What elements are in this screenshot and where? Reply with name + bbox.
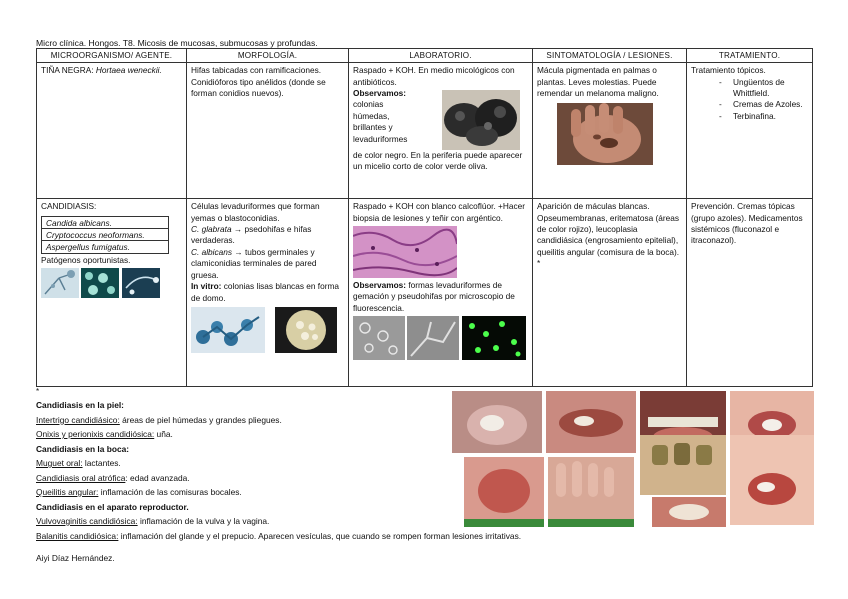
petri-dish-photo [275, 307, 337, 353]
cell-tinea-lab [349, 63, 533, 199]
candida-symptoms-star: * [537, 258, 541, 269]
boca-heading: Candidiasis en la boca: [36, 443, 130, 454]
piel-heading: Candidiasis en la piel: [36, 400, 124, 410]
vulvo-text: inflamación de la vulva y la vagina. [137, 516, 270, 526]
candida-morph-intro: Células levaduriformes que forman yemas o blastoconidias. [191, 201, 320, 223]
species-item: Cryptococcus neoformans. [42, 229, 168, 241]
list-item: - Cremas de Azoles. [719, 99, 808, 110]
candida-lab-obs-label: Observamos: [353, 280, 407, 291]
biopsy-stain-photo [353, 226, 457, 278]
clinical-photo-mosaic [452, 391, 814, 529]
glabrata-text: → psedohifas e hifas verdaderas. [191, 224, 312, 246]
balanitis-term: Balanitis candidiósica: [36, 530, 119, 541]
tinea-treatment-title: Tratamiento tópicos. [691, 65, 766, 76]
queilitis-text: inflamación de las comisuras bocales. [98, 487, 242, 497]
tinea-lab-obs-tail: de color negro. En la periferia puede aparecer un micelio corto de color verde oliva. [353, 150, 523, 172]
tinea-lab-obs-line: levaduriformes [353, 133, 408, 144]
candida-lab-intro: Raspado + KOH con blanco calcoflúor. +Hacer biopsia de lesiones y teñir con argéntico. [353, 201, 526, 223]
table-header-row [37, 49, 813, 63]
atrofica-text: : edad avanzada. [125, 472, 190, 483]
tinea-lab-obs-line: húmedas, [353, 110, 390, 121]
tinea-morph-text: Hifas tabicadas con ramificaciones. Conidióforos tipo anélidos (donde se forman conidios nuevos). [191, 65, 326, 99]
header-laboratorio: LABORATORIO. [349, 49, 533, 63]
albicans-text: → tubos germinales y clamiconidias terminales de pared gruesa. [191, 246, 317, 280]
cell-tinea-treatment [687, 63, 813, 199]
mycosis-table [36, 48, 813, 387]
tinea-lab-obs-line: brillantes y [353, 122, 393, 133]
table-row-candida [37, 199, 813, 387]
page-title: Micro clínica. Hongos. T8. Micosis de mucosas, submucosas y profundas. [36, 38, 318, 48]
tinea-symptoms-text: Mácula pigmentada en palmas o plantas. Leves molestias. Puede remendar un melanoma maligno. [537, 65, 659, 99]
cell-candida-symptoms [533, 199, 687, 387]
intertrigo-term: Intertrigo candidiásico: [36, 414, 120, 425]
candida-pathogens: Patógenos oportunistas. [41, 254, 131, 265]
candida-lab-obs-text: formas levaduriformes de gemación y pseudohifas por microscopio de fluorescencia. [353, 280, 515, 313]
cell-tinea-symptoms [533, 63, 687, 199]
cryptococcus-micrograph [81, 268, 119, 298]
candida-micrograph [122, 268, 160, 298]
tinea-lab-intro: Raspado + KOH. En medio micológicos con antibióticos. [353, 65, 515, 87]
fluorescence-micrograph [462, 316, 526, 360]
table-row-tinea [37, 63, 813, 199]
vitro-text: colonias lisas blancas en forma de domo. [191, 281, 340, 303]
budding-yeast-micrograph [353, 316, 405, 360]
tinea-agent-species: Hortaea weneckii. [95, 65, 162, 76]
onixis-term: Onixis y perionixis candidiósica: [36, 429, 155, 439]
onixis-text: uña. [154, 429, 173, 439]
footnote-star: * [36, 387, 40, 396]
atrofica-term: Candidiasis oral atrófica [36, 472, 126, 483]
list-item: - Terbinafina. [719, 111, 808, 122]
header-tratamiento: TRATAMIENTO. [687, 49, 813, 63]
header-morfologia: MORFOLOGÍA. [187, 49, 349, 63]
header-sintomatologia: SINTOMATOLOGÍA / LESIONES. [533, 49, 687, 63]
cell-candida-treatment [687, 199, 813, 387]
header-agente: MICROORGANISMO/ AGENTE. [37, 49, 187, 63]
cell-candida-agent [37, 199, 187, 387]
pseudohyphae-micrograph [407, 316, 459, 360]
intertrigo-text: áreas de piel húmedas y grandes pliegues. [119, 414, 282, 425]
species-box [41, 216, 169, 254]
balanitis-text: inflamación del glande y el prepucio. Aparecen vesículas, que cuando se rompen forman lesiones irritativas. [118, 530, 522, 541]
candida-agent-label: CANDIDIASIS: [41, 201, 97, 212]
species-item: Aspergellus fumigatus. [46, 241, 130, 252]
muguet-term: Muguet oral: [36, 458, 83, 468]
aspergillus-micrograph [41, 268, 79, 298]
palm-lesion-photo [557, 103, 653, 165]
muguet-text: lactantes. [82, 458, 121, 468]
candida-treatment-text: Prevención. Cremas tópicas (grupo azoles). Medicamentos sistémicos (fluconazol e itraconazol). [691, 201, 803, 246]
cell-tinea-agent [37, 63, 187, 199]
queilitis-term: Queilitis angular: [36, 487, 99, 497]
glabrata-name: C. glabrata [191, 224, 232, 235]
albicans-name: C. albicans [191, 246, 233, 257]
candida-symptoms-text: Aparición de máculas blancas. Opseumembranas, eritematosa (áreas de color rojizo), leucoplasia candidiásica (engrosamiento epitelial), queilitis angular (comisura de la boca). [537, 201, 680, 257]
vitro-label: In vitro: [191, 281, 222, 292]
vulvo-term: Vulvovaginitis candidiósica: [36, 516, 138, 526]
tinea-agent-label: TIÑA NEGRA: [41, 65, 94, 76]
species-item: Candida albicans. [42, 217, 168, 229]
treatment-list [719, 77, 808, 123]
cell-tinea-morph [187, 63, 349, 199]
tinea-lab-obs-label: Observamos: [353, 88, 407, 99]
list-item: - Ungüentos de Whittfield. [719, 77, 808, 100]
germ-tube-micrograph [191, 307, 265, 353]
author: Aiyi Díaz Hernández. [36, 553, 115, 563]
cell-candida-morph [187, 199, 349, 387]
repro-heading: Candidiasis en el aparato reproductor. [36, 501, 189, 512]
cell-candida-lab [349, 199, 533, 387]
tinea-lab-obs-line: colonias [353, 99, 384, 110]
black-colony-photo [442, 90, 520, 150]
